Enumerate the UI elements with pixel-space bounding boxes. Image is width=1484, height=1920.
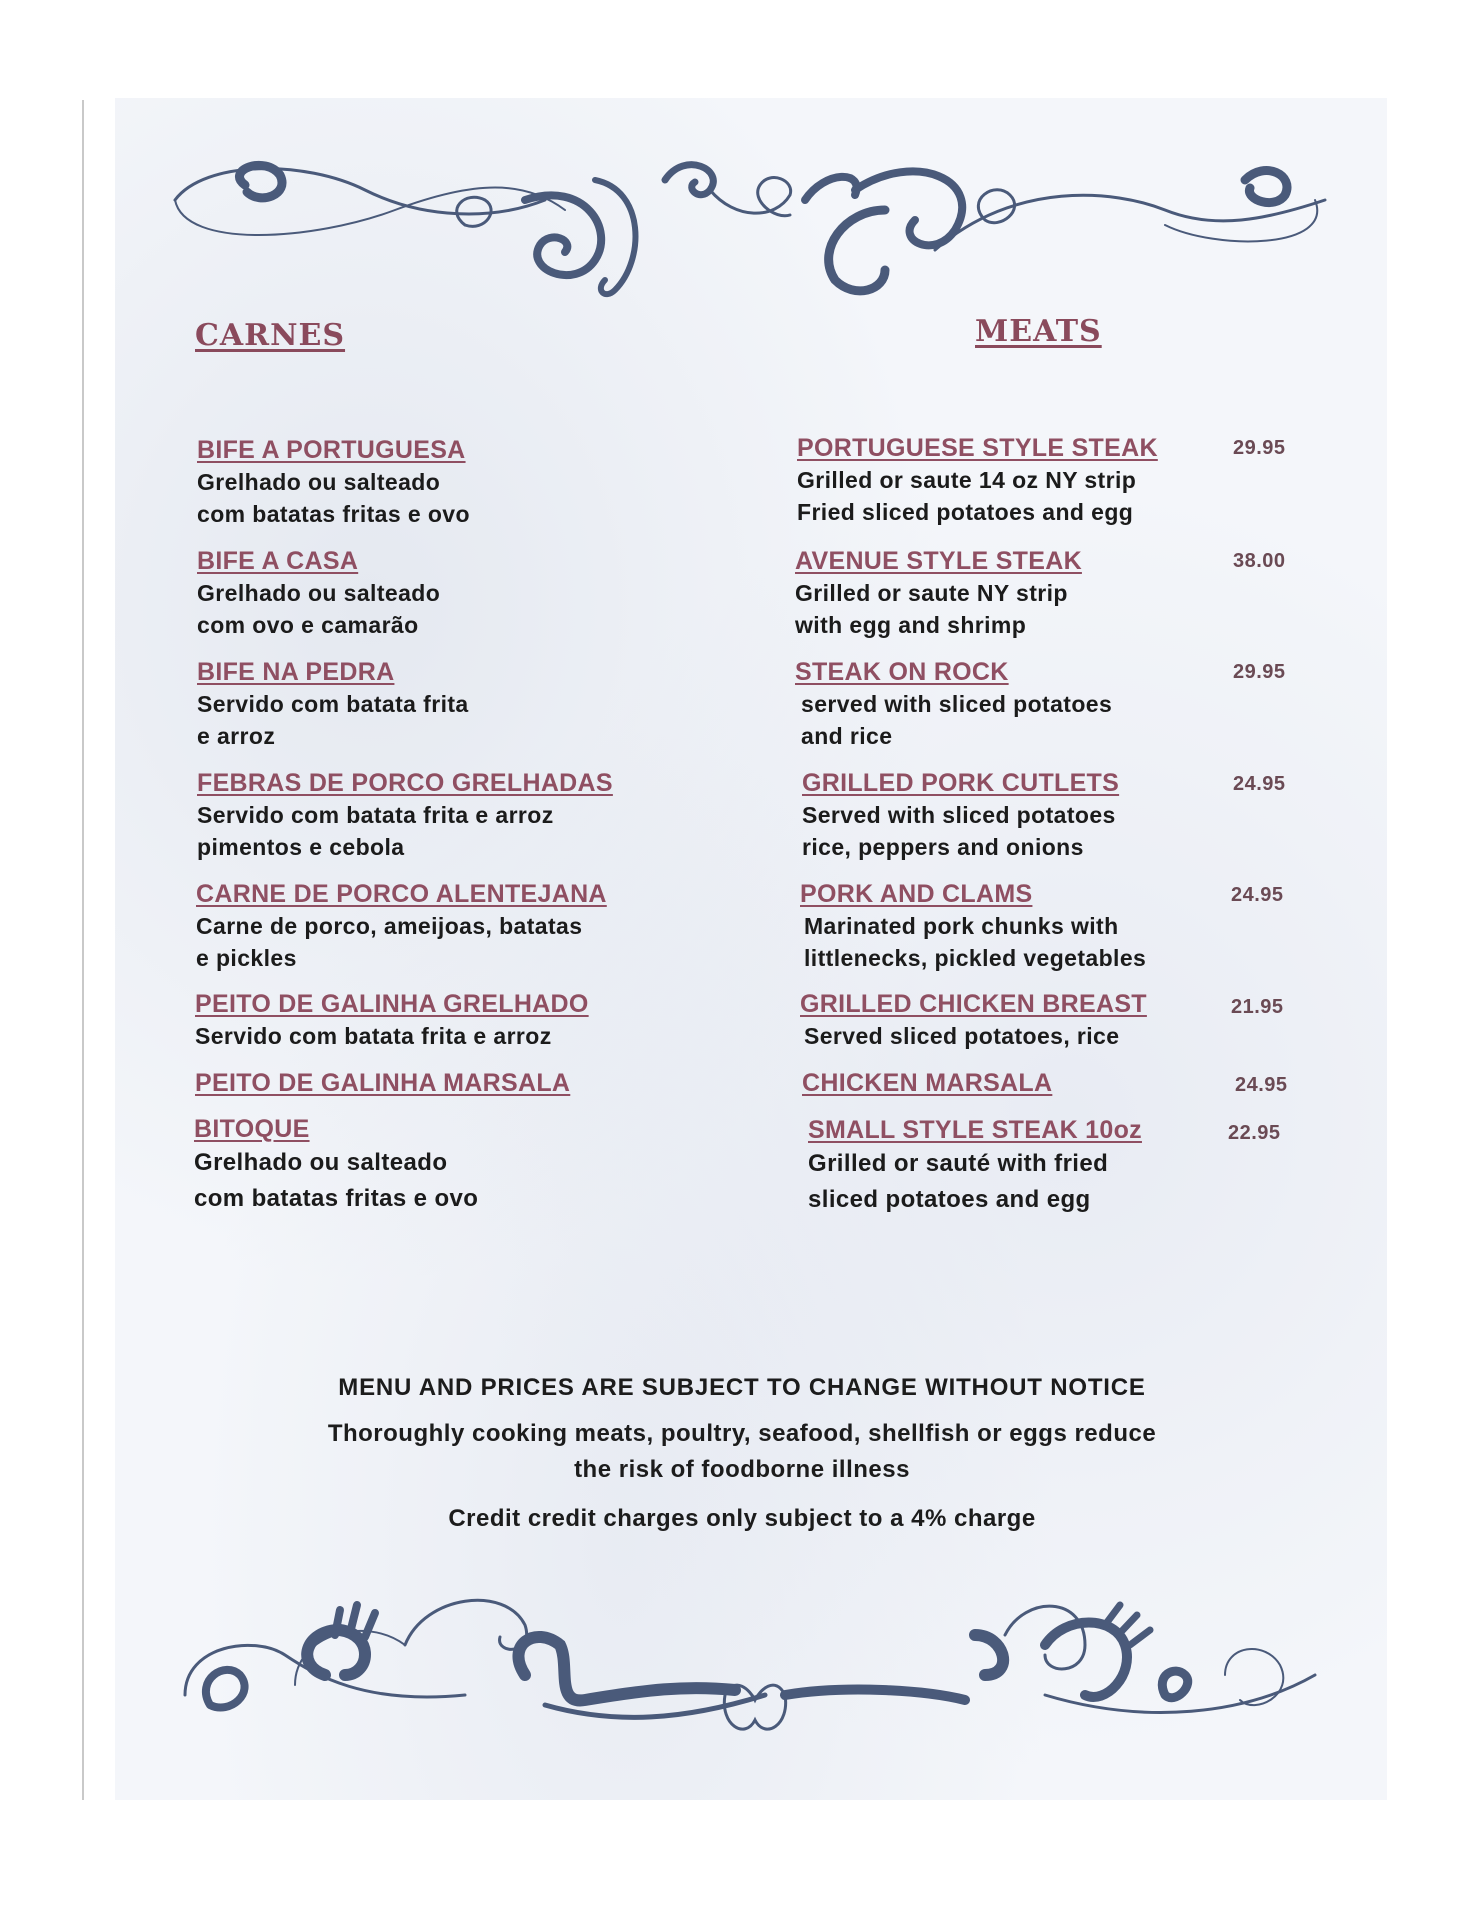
carnes-item-name: PEITO DE GALINHA GRELHADO — [195, 990, 589, 1018]
carnes-item — [197, 767, 757, 863]
carnes-item-description: Servido com batata frita e arroz pimentos e cebola — [197, 802, 554, 860]
meats-item-name: CHICKEN MARSALA — [802, 1069, 1053, 1097]
meats-item-description: Grilled or sauté with fried sliced potatoes and egg — [808, 1150, 1109, 1213]
meats-item-price: 38.00 — [1233, 550, 1286, 572]
carnes-item — [197, 656, 757, 752]
carnes-item — [195, 1067, 755, 1099]
carnes-item-description: Grelhado ou salteado com ovo e camarão — [197, 580, 441, 638]
meats-heading: MEATS — [975, 314, 1102, 349]
meats-item-description: served with sliced potatoes and rice — [801, 691, 1113, 749]
meats-item-description: Served with sliced potatoes rice, peppers and onions — [802, 802, 1116, 860]
carnes-item-description: Servido com batata frita e arroz — [195, 1023, 552, 1049]
carnes-item-description: Carne de porco, ameijoas, batatas e pickles — [196, 913, 583, 971]
meats-item-name: SMALL STYLE STEAK 10oz — [808, 1116, 1142, 1144]
carnes-item — [196, 878, 756, 974]
carnes-item-description: Grelhado ou salteado com batatas fritas e ovo — [194, 1149, 479, 1212]
food-safety-notice-line1: Thoroughly cooking meats, poultry, seafood, shellfish or eggs reduce — [327, 1420, 1157, 1447]
carnes-item — [194, 1113, 754, 1217]
page-edge-rule — [82, 100, 84, 1800]
price-change-notice: MENU AND PRICES ARE SUBJECT TO CHANGE WITHOUT NOTICE — [338, 1374, 1146, 1401]
meats-item-name: GRILLED CHICKEN BREAST — [800, 990, 1147, 1018]
meats-item-description: Grilled or saute 14 oz NY strip Fried sliced potatoes and egg — [797, 467, 1137, 525]
meats-item-name: GRILLED PORK CUTLETS — [802, 769, 1120, 797]
meats-item-name: AVENUE STYLE STEAK — [795, 547, 1082, 575]
carnes-item-name: BIFE A CASA — [197, 547, 359, 575]
meats-item-description: Marinated pork chunks with littlenecks, pickled vegetables — [804, 913, 1147, 971]
meats-item-price: 29.95 — [1233, 437, 1286, 459]
food-safety-notice-line2: the risk of foodborne illness — [574, 1456, 910, 1483]
meats-item-price: 24.95 — [1235, 1074, 1288, 1096]
carnes-item-name: FEBRAS DE PORCO GRELHADAS — [197, 769, 613, 797]
meats-item-price: 22.95 — [1228, 1122, 1281, 1144]
carnes-item — [197, 545, 757, 641]
meats-item-name: PORTUGUESE STYLE STEAK — [797, 434, 1158, 462]
carnes-item-name: CARNE DE PORCO ALENTEJANA — [196, 880, 607, 908]
meats-item-price: 21.95 — [1231, 996, 1284, 1018]
carnes-item-description: Servido com batata frita e arroz — [197, 691, 469, 749]
meats-item-description: Grilled or saute NY strip with egg and shrimp — [795, 580, 1068, 638]
carnes-item-name: BIFE NA PEDRA — [197, 658, 395, 686]
carnes-item — [197, 434, 757, 530]
meats-item-description: Served sliced potatoes, rice — [804, 1023, 1120, 1049]
top-flourish-ornament — [165, 140, 1345, 310]
meats-item-name: PORK AND CLAMS — [800, 880, 1033, 908]
carnes-item-name: BIFE A PORTUGUESA — [197, 436, 466, 464]
meats-item-name: STEAK ON ROCK — [795, 658, 1009, 686]
meats-item-price: 24.95 — [1233, 773, 1286, 795]
carnes-item — [195, 988, 755, 1052]
bottom-flourish-ornament — [165, 1575, 1345, 1775]
carnes-item-name: BITOQUE — [194, 1115, 310, 1143]
carnes-item-description: Grelhado ou salteado com batatas fritas e ovo — [197, 469, 470, 527]
meats-item-price: 24.95 — [1231, 884, 1284, 906]
meats-item-price: 29.95 — [1233, 661, 1286, 683]
meats-item — [808, 1114, 1368, 1218]
carnes-item-name: PEITO DE GALINHA MARSALA — [195, 1069, 571, 1097]
carnes-heading: CARNES — [195, 318, 346, 353]
credit-charge-notice: Credit credit charges only subject to a 4% charge — [448, 1505, 1036, 1532]
